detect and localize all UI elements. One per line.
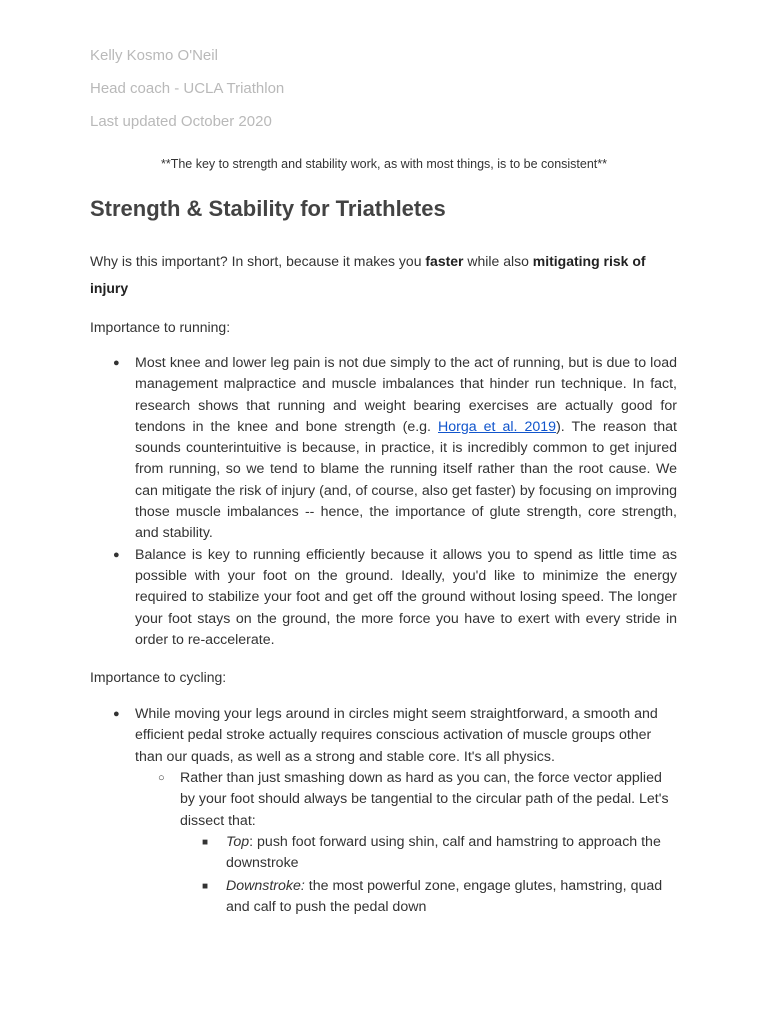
running-item-2 [113, 545, 677, 651]
running-item-1-text-after: ). The reason that sounds counterintuitive is because, in practice, it is incredibly common to get injured from running, so we tend to blame the running itself rather than the root cause. We can mitigate the risk of injury (and, of course, also get faster) by focusing on improving those muscle imbalances -- hence, the importance of glute strength, core strength, and stability. [135, 418, 677, 542]
running-item-1 [113, 353, 677, 545]
running-heading: Importance to running: [90, 319, 231, 335]
role-line: Head coach - UCLA Triathlon [90, 80, 285, 97]
pedal-phase-list [202, 832, 677, 918]
bullet-disc: ● [113, 708, 120, 720]
phase-top-label: Top [226, 834, 250, 850]
running-item-1-text-before: Most knee and lower leg pain is not due simply to the act of running, but is due to load management malpractice and muscle imbalances that hinder run technique. In fact, research shows that running and weight bearing exercises are actually good for tendons in the knee and bone strength (e.g. [135, 355, 677, 435]
phase-downstroke-text: the most powerful zone, engage glutes, hamstring, quad and calf to push the pedal down [226, 877, 663, 915]
phase-top [202, 832, 677, 875]
running-item-2-text: Balance is key to running efficiently because it allows you to spend as little time as possible with your foot on the ground. Ideally, you'd like to minimize the energy required to stabilize your foot and get off the ground without losing speed. The longer your foot stays on the ground, the more force you have to exert with every stride in order to re-accelerate. [135, 546, 677, 648]
cycling-subitem-1-text: Rather than just smashing down as hard as you can, the force vector applied by your foot should always be tangential to the circular path of the pedal. Let's dissect that: [180, 770, 669, 829]
cycling-item-1-text: While moving your legs around in circles might seem straightforward, a smooth and efficient pedal stroke actually requires conscious activation of muscle groups other than our quads, as well as a strong and stable core. It's all physics. [135, 706, 658, 765]
phase-downstroke-label: Downstroke: [226, 877, 305, 894]
cycling-subitem-1 [158, 768, 677, 832]
intro-paragraph [90, 248, 680, 302]
bullet-disc: ● [113, 548, 120, 561]
cycling-list [113, 704, 677, 768]
intro-text-2: while also [463, 253, 533, 269]
intro-text-1: Why is this important? In short, because it makes you [90, 253, 426, 269]
page-title: Strength & Stability for Triathletes [90, 196, 446, 221]
bullet-circle: ○ [158, 772, 165, 784]
consistency-note: **The key to strength and stability work, as with most things, is to be consistent** [160, 157, 608, 171]
intro-bold-faster: faster [425, 253, 464, 269]
cycling-heading: Importance to cycling: [90, 669, 227, 685]
phase-downstroke [202, 876, 677, 919]
cycling-sublist [158, 768, 677, 832]
phase-top-text: : push foot forward using shin, calf and hamstring to approach the downstroke [226, 834, 661, 872]
author-line: Kelly Kosmo O'Neil [90, 47, 218, 64]
cycling-item-1 [113, 704, 677, 768]
running-list [113, 353, 677, 651]
bullet-square: ■ [202, 880, 209, 892]
intro-bold-risk: mitigating risk of injury [90, 253, 646, 296]
horga-citation-link[interactable]: Horga et al. 2019 [438, 418, 557, 435]
bullet-square: ■ [202, 837, 209, 848]
bullet-disc: ● [113, 357, 120, 369]
updated-line: Last updated October 2020 [90, 113, 272, 130]
